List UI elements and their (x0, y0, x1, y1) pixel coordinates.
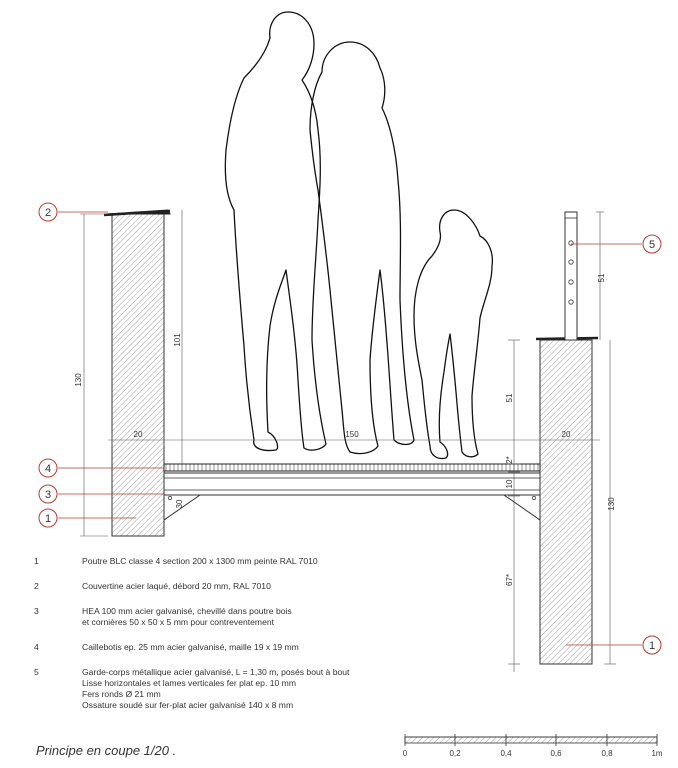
legend-line: Ossature soudé sur fer-plat acier galvanisé 140 x 8 mm (82, 700, 294, 710)
scale-label-5: 1m (651, 749, 663, 758)
legend-item-4 (34, 642, 454, 653)
callout-4-number: 4 (44, 463, 52, 475)
legend-item-1 (34, 556, 454, 567)
legend-text (82, 606, 454, 628)
callout-2 (39, 203, 108, 221)
legend-line: et cornières 50 x 50 x 5 mm pour contreventement (82, 617, 275, 627)
dim-right-width: 20 (561, 430, 571, 439)
legend-number: 1 (34, 556, 39, 566)
dim-person-height: 101 (173, 333, 182, 347)
scale-label-4: 0,8 (601, 749, 613, 758)
callout-2-number: 2 (44, 207, 52, 219)
dim-left-height: 130 (74, 373, 83, 387)
dim-guard-lower: 51 (505, 393, 514, 403)
legend-item-2 (34, 581, 454, 592)
scale-bar (403, 734, 663, 758)
legend-line: Garde-corps métallique acier galvanisé, L = 1,30 m, posés bout à bout (82, 667, 350, 677)
dim-bracket: 30 (175, 499, 184, 509)
left-timber-beam (104, 210, 170, 536)
guardrail-post (565, 212, 577, 340)
callout-3-number: 3 (44, 489, 52, 501)
dim-beam: 10 (505, 479, 514, 489)
legend-line: Fers ronds Ø 21 mm (82, 689, 161, 699)
dim-lower-height: 67* (505, 573, 514, 587)
drawing-caption: Principe en coupe 1/20 . (36, 743, 177, 758)
legend-text (82, 642, 454, 653)
legend-line: Lisse horizontales et lames verticales fer plat ep. 10 mm (82, 678, 296, 688)
scale-label-3: 0,6 (550, 749, 562, 758)
legend-line: Caillebotis ep. 25 mm acier galvanisé, maille 19 x 19 mm (82, 642, 299, 652)
legend-text (82, 581, 454, 592)
legend-number: 4 (34, 642, 39, 652)
legend-line: Poutre BLC classe 4 section 200 x 1300 mm peinte RAL 7010 (82, 556, 318, 566)
callout-5 (571, 235, 661, 253)
legend-line: Couvertine acier laqué, débord 20 mm, RAL 7010 (82, 581, 271, 591)
dim-right-height: 130 (607, 497, 616, 511)
walkway (164, 464, 540, 520)
dim-span: 150 (345, 430, 359, 439)
right-timber-beam (536, 338, 598, 664)
scale-label-2: 0,4 (500, 749, 512, 758)
scale-label-1: 0,2 (449, 749, 461, 758)
people-silhouettes (225, 12, 492, 459)
legend-text (82, 667, 454, 711)
callout-1-left-number: 1 (44, 513, 52, 525)
legend (34, 556, 454, 725)
dim-guard-upper: 51 (597, 273, 606, 283)
callout-1-right-number: 1 (648, 640, 656, 652)
legend-number: 3 (34, 606, 39, 616)
scale-label-0: 0 (402, 749, 408, 758)
legend-item-5 (34, 667, 454, 711)
callout-5-number: 5 (648, 239, 656, 251)
legend-item-3 (34, 606, 454, 628)
dim-grating: 2* (505, 456, 514, 464)
dim-left-width: 20 (133, 430, 143, 439)
legend-number: 2 (34, 581, 39, 591)
legend-text (82, 556, 454, 567)
legend-line: HEA 100 mm acier galvanisé, chevillé dans poutre bois (82, 606, 292, 616)
legend-number: 5 (34, 667, 39, 677)
